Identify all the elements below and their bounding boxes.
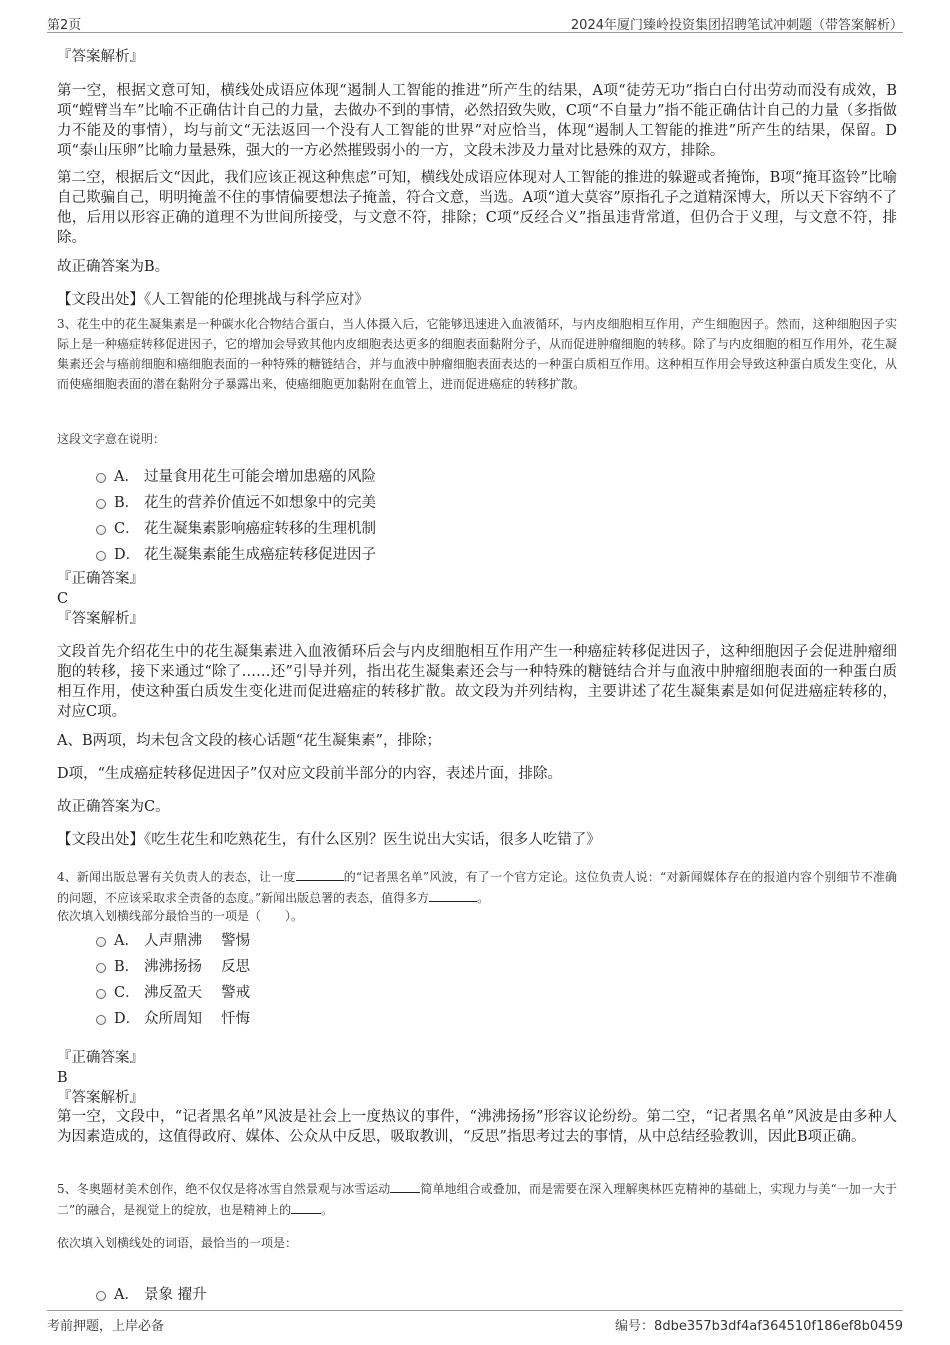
radio-icon[interactable] (96, 1291, 106, 1301)
q3-answer-label: 『正确答案』 (57, 571, 144, 587)
q2-conclusion: 故正确答案为B。 (57, 259, 170, 275)
radio-icon[interactable] (96, 473, 106, 483)
q3-analysis-para2: A、B两项，均未包含文段的核心话题“花生凝集素”，排除； (57, 733, 441, 749)
q4-analysis-label: 『答案解析』 (57, 1090, 144, 1106)
q3-option-c[interactable]: C． 花生凝集素影响癌症转移的生理机制 (96, 514, 796, 540)
blank-line (429, 887, 477, 902)
q3-option-b[interactable]: B． 花生的营养价值远不如想象中的完美 (96, 488, 796, 514)
q3-stem: 3、花生中的花生凝集素是一种碳水化合物结合蛋白，当人体摄入后，它能够迅速进入血液循环，与内皮细胞相互作用，产生细胞因子。然而，这种细胞因子实际上是一种癌症转移促进因子，它的增加会导致其他内皮细胞表达更多的细胞表面黏附分子，从而促进肿瘤细胞的转移。除了与内皮细胞的相互作用外，花生凝集素还会与癌前细胞和癌细胞表面的一种特殊的糖链结合，并与血液中肿瘤细胞表面表达的一种蛋白质相互作用。这种相互作用会导致这种蛋白质发生变化，从而使癌细胞表面的潜在黏附分子暴露出来，使癌细胞更加黏附在血管上，进而促进癌症的转移扩散。 (57, 317, 898, 391)
q2-analysis-para1: 第一空，根据文意可知，横线处成语应体现“遏制人工智能的推进”所产生的结果，A项“徒劳无功”指白白付出劳动而没有成效，B项“螳臂当车”比喻不正确估计自己的力量，去做办不到的事情，必然招致失败，C项“不自量力”指不能正确估计自己的力量（多指做力不能及的事情），均与前文“无法返回一个没有人工智能的世界”对应恰当，体现“遏制人工智能的推进”所产生的结果，保留。D项“泰山压卵”比喻力量悬殊，强大的一方必然摧毁弱小的一方，文段未涉及力量对比悬殊的双方，排除。 (57, 83, 897, 159)
document-code: 编号：8dbe357b3df4af364510f186ef8b0459 (615, 1319, 903, 1334)
document-title: 2024年厦门臻岭投资集团招聘笔试冲刺题（带答案解析） (570, 18, 903, 33)
q3-prompt: 这段文字意在说明： (57, 432, 166, 446)
radio-icon[interactable] (96, 525, 106, 535)
q3-option-a[interactable]: A． 过量食用花生可能会增加患癌的风险 (96, 462, 796, 488)
q4-option-c[interactable]: C． 沸反盈天 警戒 (96, 978, 796, 1004)
radio-icon[interactable] (96, 1015, 106, 1025)
radio-icon[interactable] (96, 963, 106, 973)
blank-line (390, 1178, 420, 1193)
q3-analysis-para1: 文段首先介绍花生中的花生凝集素进入血液循环后会与内皮细胞相互作用产生一种癌症转移促进因子，这种细胞因子会促进肿瘤细胞的转移，接下来通过“除了……还”引导并列，指出花生凝集素还会与一种特殊的糖链结合并与血液中肿瘤细胞表面的一种蛋白质相互作用，使这种蛋白质发生变化进而促进癌症的转移扩散。故文段为并列结构，主要讲述了花生凝集素是如何促进癌症转移的，对应C项。 (57, 644, 897, 720)
page-header (47, 12, 903, 33)
q4-analysis-para1: 第一空，文段中，“记者黑名单”风波是社会上一度热议的事件，“沸沸扬扬”形容议论纷纷。第二空，“记者黑名单”风波是由多种人为因素造成的，这值得政府、媒体、公众从中反思，吸取教训，“反思”指思考过去的事情，从中总结经验教训，因此B项正确。 (57, 1109, 897, 1145)
q4-prompt: 依次填入划横线部分最恰当的一项是（ ）。 (57, 909, 304, 923)
q4-option-a[interactable]: A． 人声鼎沸 警惕 (96, 926, 796, 952)
q4-stem: 4、新闻出版总署有关负责人的表态，让一度 的“记者黑名单”风波，有了一个官方定论。这位负责人说：“对新闻媒体存在的报道内容个别细节不准确的问题，不应该采取求全责备的态度。”新闻出版总署的表态，值得多方 。 (57, 866, 897, 908)
q3-analysis-para3: D项，“生成癌症转移促进因子”仅对应文段前半部分的内容，表述片面，排除。 (57, 766, 562, 782)
q3-conclusion: 故正确答案为C。 (57, 799, 170, 815)
q3-options (96, 462, 796, 566)
q3-analysis-label: 『答案解析』 (57, 611, 144, 627)
blank-line (291, 1199, 321, 1214)
page-footer (47, 1310, 903, 1333)
q3-source: 【文段出处】《吃生花生和吃熟花生，有什么区别？医生说出大实话，很多人吃错了》 (57, 832, 601, 848)
blank-line (296, 866, 344, 881)
radio-icon[interactable] (96, 989, 106, 999)
q4-answer-label: 『正确答案』 (57, 1050, 144, 1066)
q3-option-d[interactable]: D． 花生凝集素能生成癌症转移促进因子 (96, 540, 796, 566)
q4-options (96, 926, 796, 1030)
radio-icon[interactable] (96, 937, 106, 947)
q2-analysis-para2: 第二空，根据后文“因此，我们应该正视这种焦虑”可知，横线处成语应体现对人工智能的推进的躲避或者掩饰，B项“掩耳盗铃”比喻自己欺骗自己，明明掩盖不住的事情偏要想法子掩盖，符合文意，当选。A项“道大莫容”原指孔子之道精深博大，所以天下容纳不了他，后用以形容正确的道理不为世间所接受，与文意不符，排除；C项“反经合义”指虽违背常道，但仍合于义理，与文意不符，排除。 (57, 170, 897, 246)
q2-source: 【文段出处】《人工智能的伦理挑战与科学应对》 (57, 292, 369, 308)
page-number: 第2页 (47, 18, 82, 33)
radio-icon[interactable] (96, 499, 106, 509)
radio-icon[interactable] (96, 551, 106, 561)
q5-prompt: 依次填入划横线处的词语，最恰当的一项是： (57, 1236, 298, 1250)
q5-options (96, 1280, 796, 1306)
q5-option-a[interactable]: A． 景象 擢升 (96, 1280, 796, 1306)
q5-stem: 5、冬奥题材美术创作，绝不仅仅是将冰雪自然景观与冰雪运动 简单地组合或叠加，而是需要在深入理解奥林匹克精神的基础上，实现力与美“一加一大于二”的融合，是视觉上的绽放，也是精神上的 。 (57, 1178, 897, 1220)
q4-option-b[interactable]: B． 沸沸扬扬 反思 (96, 952, 796, 978)
q4-answer: B (57, 1070, 68, 1086)
analysis-label: 『答案解析』 (57, 49, 144, 65)
q3-answer: C (57, 591, 69, 607)
q4-option-d[interactable]: D． 众所周知 忏悔 (96, 1004, 796, 1030)
footer-slogan: 考前押题，上岸必备 (47, 1319, 165, 1334)
